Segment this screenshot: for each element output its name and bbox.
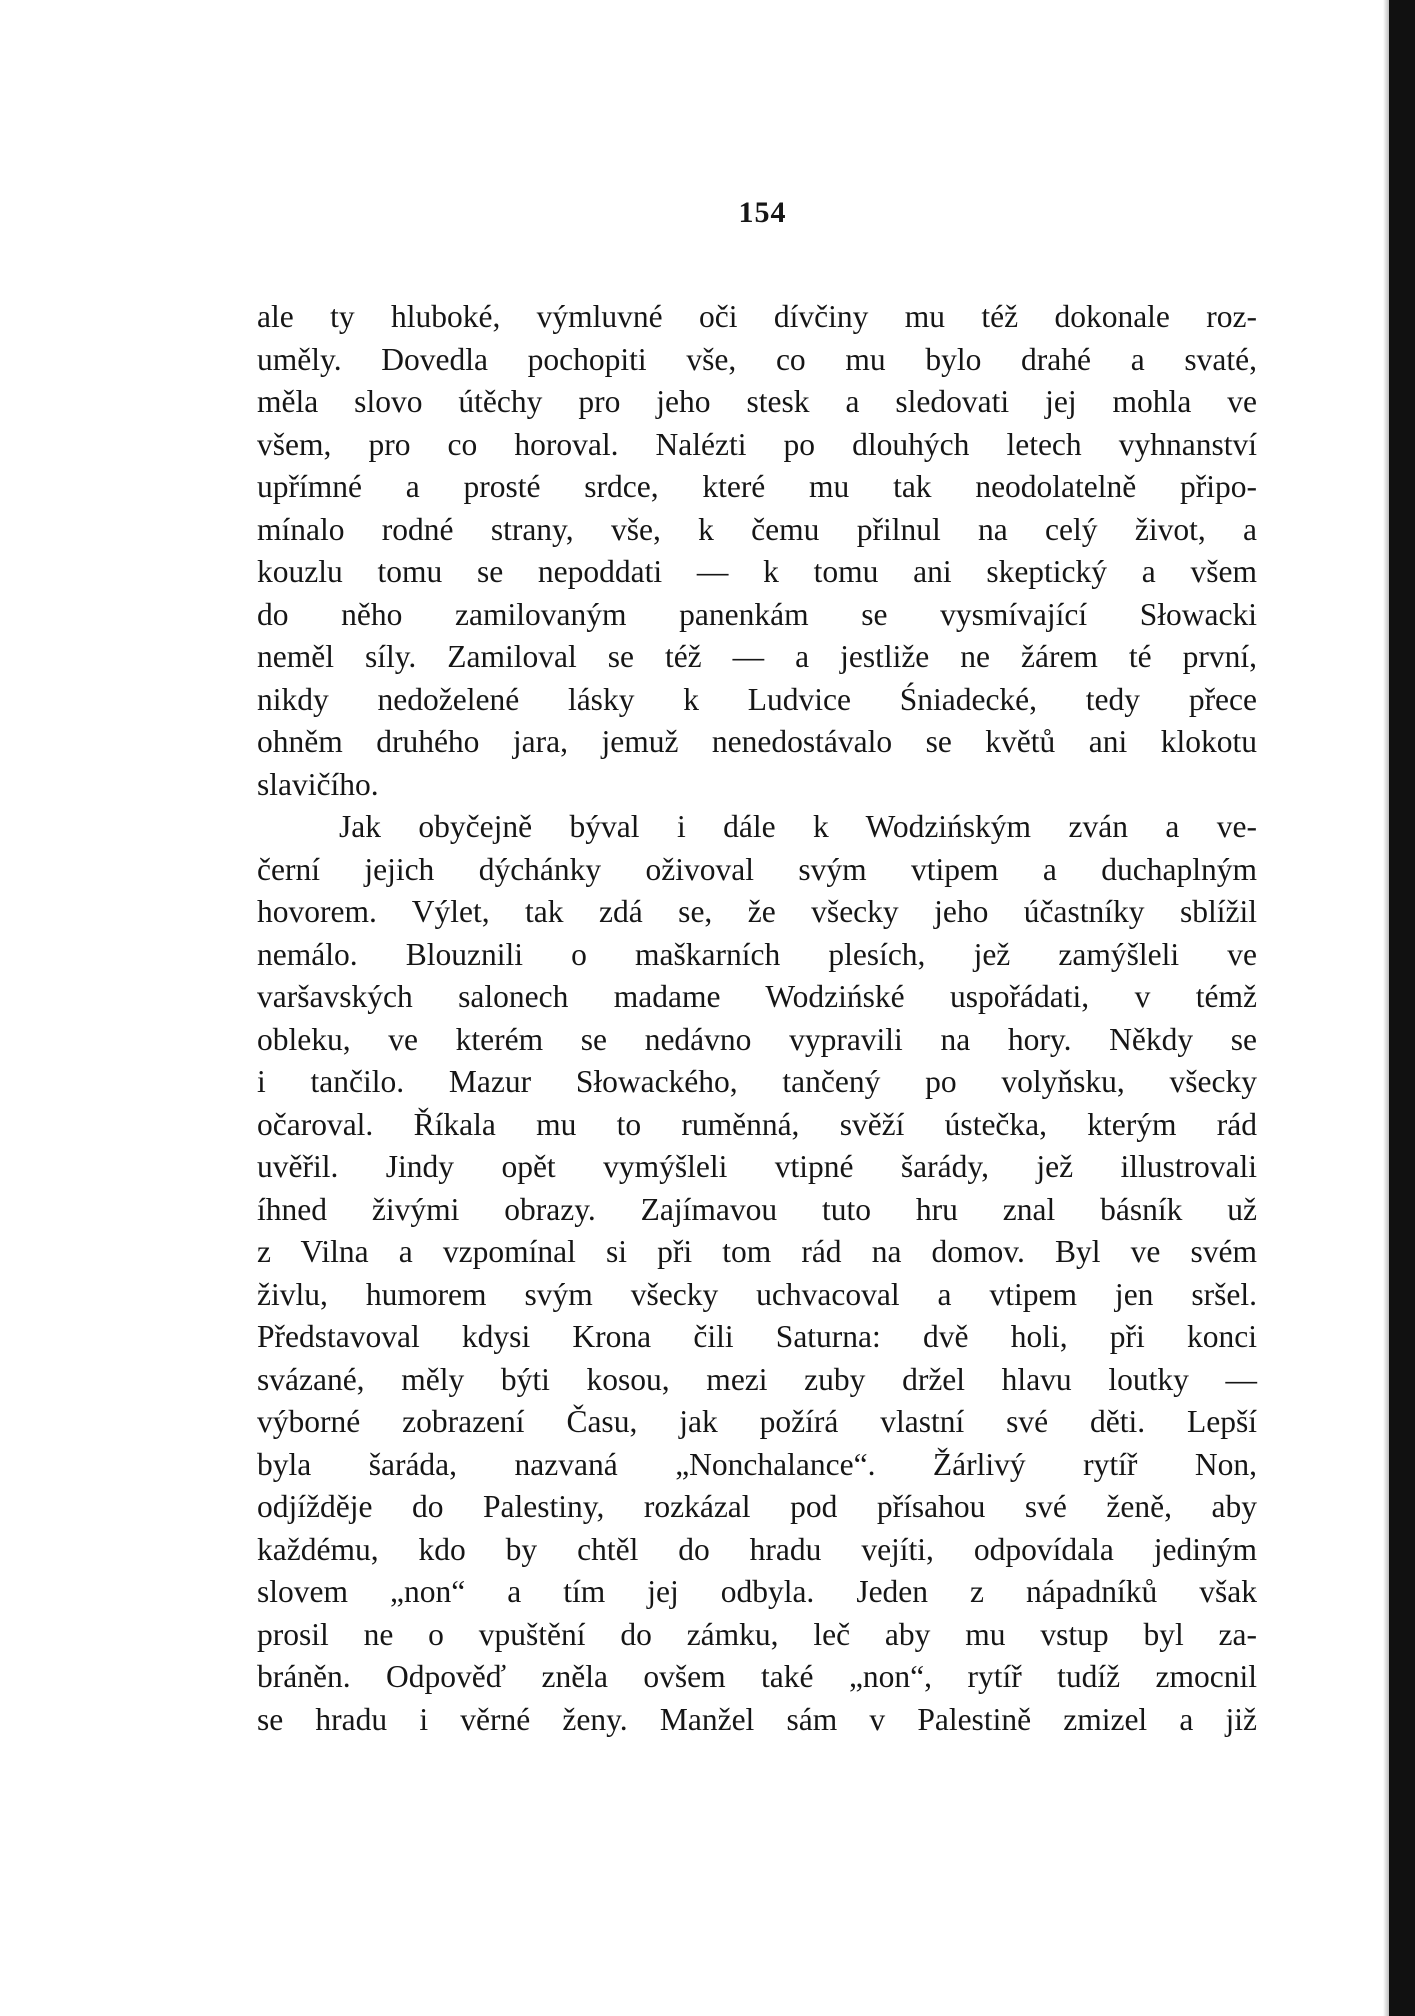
text-line: nemálo. Blouznili o maškarních plesích, jež zamýšleli ve — [257, 936, 1257, 972]
text-line: živlu, humorem svým všecky uchvacoval a vtipem jen sršel. — [257, 1276, 1257, 1312]
text-line: i tančilo. Mazur Słowackého, tančený po volyňsku, všecky — [257, 1064, 1257, 1099]
text-line: íhned živými obrazy. Zajímavou tuto hru znal básník už — [257, 1191, 1257, 1227]
text-line: svázané, měly býti kosou, mezi zuby držel hlavu loutky — — [257, 1361, 1257, 1397]
text-line: výborné zobrazení Času, jak požírá vlastní své děti. Lepší — [257, 1404, 1257, 1439]
page-number: 154 — [738, 196, 787, 229]
text-line: nikdy nedoželené lásky k Ludvice Śniadecké, tedy přece — [257, 681, 1257, 717]
text-line: černí jejich dýchánky oživoval svým vtipem a duchaplným — [257, 851, 1257, 887]
text-line: kouzlu tomu se nepoddati — k tomu ani skeptický a všem — [257, 554, 1257, 589]
text-line: upřímné a prosté srdce, které mu tak neodolatelně připo- — [257, 469, 1257, 504]
paragraph-start-line: Jak obyčejně býval i dále k Wodzińským zván a ve- — [339, 809, 1257, 844]
body-text — [257, 296, 1257, 1741]
text-line: prosil ne o vpuštění do zámku, leč aby mu vstup byl za- — [257, 1616, 1257, 1652]
text-line: se hradu i věrné ženy. Manžel sám v Palestině zmizel a již — [257, 1701, 1257, 1737]
text-line: ale ty hluboké, výmluvné oči dívčiny mu též dokonale roz- — [257, 299, 1257, 334]
scan-edge-shadow — [1389, 0, 1415, 2016]
paragraph-end-line: slavičího. — [257, 766, 379, 802]
text-line: z Vilna a vzpomínal si při tom rád na domov. Byl ve svém — [257, 1234, 1257, 1269]
text-line: neměl síly. Zamiloval se též — a jestliže ne žárem té první, — [257, 639, 1257, 674]
text-line: varšavských salonech madame Wodzińské uspořádati, v témž — [257, 979, 1257, 1014]
text-line: byla šaráda, nazvaná „Nonchalance“. Žárlivý rytíř Non, — [257, 1446, 1257, 1482]
text-line: slovem „non“ a tím jej odbyla. Jeden z nápadníků však — [257, 1574, 1257, 1609]
text-line: každému, kdo by chtěl do hradu vejíti, odpovídala jediným — [257, 1531, 1257, 1567]
text-line: uměly. Dovedla pochopiti vše, co mu bylo drahé a svaté, — [257, 341, 1257, 377]
text-line: bráněn. Odpověď zněla ovšem také „non“, rytíř tudíž zmocnil — [257, 1659, 1257, 1694]
text-line: do něho zamilovaným panenkám se vysmívající Słowacki — [257, 596, 1257, 632]
text-line: mínalo rodné strany, vše, k čemu přilnul na celý život, a — [257, 511, 1257, 547]
text-line: všem, pro co horoval. Nalézti po dlouhých letech vyhnanství — [257, 426, 1257, 462]
text-line: uvěřil. Jindy opět vymýšleli vtipné šarády, jež illustrovali — [257, 1149, 1257, 1184]
text-line: měla slovo útěchy pro jeho stesk a sledovati jej mohla ve — [257, 384, 1257, 419]
text-line: hovorem. Výlet, tak zdá se, že všecky jeho účastníky sblížil — [257, 894, 1257, 929]
text-line: Představoval kdysi Krona čili Saturna: dvě holi, při konci — [257, 1319, 1257, 1354]
text-line: obleku, ve kterém se nedávno vypravili na hory. Někdy se — [257, 1021, 1257, 1057]
text-line: odjížděje do Palestiny, rozkázal pod přísahou své ženě, aby — [257, 1489, 1257, 1524]
text-line: očaroval. Říkala mu to ruměnná, svěží ústečka, kterým rád — [257, 1106, 1257, 1142]
text-line: ohněm druhého jara, jemuž nenedostávalo se květů ani klokotu — [257, 724, 1257, 759]
